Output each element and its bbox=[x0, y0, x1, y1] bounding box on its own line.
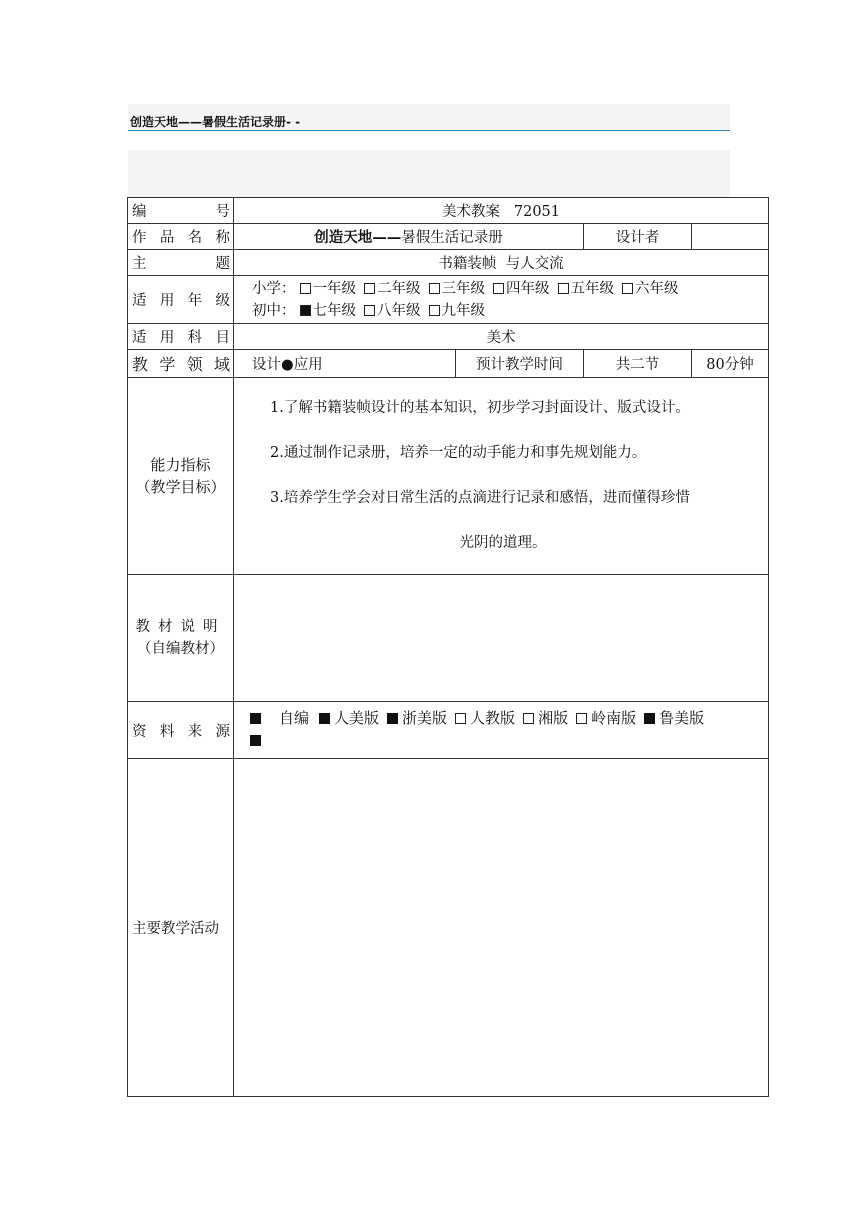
checkbox-unchecked bbox=[364, 305, 375, 316]
option-label: 六年级 bbox=[635, 280, 679, 297]
checkbox-checked bbox=[387, 713, 398, 724]
option-label: 湘版 bbox=[538, 709, 569, 727]
option-item bbox=[385, 709, 447, 727]
option-item bbox=[425, 281, 486, 297]
goal-item-continued: 光阴的道理。 bbox=[459, 535, 547, 551]
row-theme bbox=[128, 250, 769, 276]
option-label: 二年级 bbox=[377, 280, 421, 297]
work-value: 创造天地——暑假生活记录册 bbox=[234, 224, 584, 250]
goal-item: 1.了解书籍装帧设计的基本知识，初步学习封面设计、版式设计。 bbox=[270, 400, 690, 416]
label-source: 资 料 来 源 bbox=[128, 702, 234, 759]
option-label: 一年级 bbox=[312, 280, 356, 297]
subject-value: 美术 bbox=[234, 324, 769, 350]
designer-value bbox=[692, 224, 769, 250]
label-theme: 主 题 bbox=[128, 250, 234, 276]
option-label: 三年级 bbox=[441, 280, 485, 297]
option-item bbox=[296, 281, 357, 297]
option-item bbox=[489, 281, 550, 297]
sessions-value: 共二节 bbox=[584, 350, 692, 378]
domain-value: 设计●应用 bbox=[234, 350, 456, 378]
checkbox-checked bbox=[250, 735, 261, 746]
option-item bbox=[453, 709, 515, 727]
option-item bbox=[360, 281, 421, 297]
row-grade bbox=[128, 276, 769, 324]
grade-options bbox=[234, 276, 769, 324]
checkbox-checked bbox=[300, 305, 311, 316]
goal-item: 2.通过制作记录册，培养一定的动手能力和事先规划能力。 bbox=[270, 445, 647, 461]
checkbox-unchecked bbox=[576, 713, 587, 724]
row-work bbox=[128, 224, 769, 250]
designer-label: 设计者 bbox=[584, 224, 692, 250]
checkbox-unchecked bbox=[300, 283, 311, 294]
option-label: 九年级 bbox=[441, 302, 485, 319]
goal-item: 3.培养学生学会对日常生活的点滴进行记录和感悟，进而懂得珍惜 bbox=[270, 490, 690, 506]
middle-grades: 初中： 七年级 八年级 九年级 bbox=[252, 302, 485, 319]
row-activities bbox=[128, 759, 769, 1097]
option-label: 七年级 bbox=[312, 302, 356, 319]
checkbox-checked bbox=[644, 713, 655, 724]
row-material bbox=[128, 575, 769, 702]
checkbox-unchecked bbox=[523, 713, 534, 724]
theme-value: 书籍装帧 与人交流 bbox=[234, 250, 769, 276]
option-label: 五年级 bbox=[570, 280, 614, 297]
checkbox-checked bbox=[319, 713, 330, 724]
label-material: 教材说明 （自编教材） bbox=[128, 575, 234, 702]
option-label: 岭南版 bbox=[591, 709, 637, 727]
row-goals bbox=[128, 378, 769, 575]
option-label: 四年级 bbox=[506, 280, 550, 297]
lesson-plan-table bbox=[127, 197, 769, 1097]
option-label: 八年级 bbox=[377, 302, 421, 319]
label-activities: 主要教学活动 bbox=[128, 759, 234, 1097]
primary-grades: 小学： 一年级 二年级 三年级 四年级 五年级 六年级 bbox=[252, 280, 679, 297]
checkbox-unchecked bbox=[493, 283, 504, 294]
document-title: 创造天地——暑假生活记录册- - bbox=[130, 115, 301, 129]
option-item bbox=[317, 709, 379, 727]
time-label: 预计教学时间 bbox=[456, 350, 584, 378]
checkbox-unchecked bbox=[455, 713, 466, 724]
checkbox-unchecked bbox=[364, 283, 375, 294]
label-subject: 适 用 科 目 bbox=[128, 324, 234, 350]
checkbox-unchecked bbox=[622, 283, 633, 294]
label-grade: 适 用 年 级 bbox=[128, 276, 234, 324]
row-source bbox=[128, 702, 769, 759]
option-label: 鲁美版 bbox=[659, 709, 705, 727]
goals-list bbox=[234, 378, 769, 575]
checkbox-unchecked bbox=[558, 283, 569, 294]
option-item bbox=[425, 303, 486, 319]
document-header bbox=[128, 104, 730, 131]
activities-value bbox=[234, 759, 769, 1097]
label-domain: 教 学 领 域 bbox=[128, 350, 234, 378]
option-item bbox=[360, 303, 421, 319]
row-number bbox=[128, 198, 769, 224]
label-work: 作 品 名 称 bbox=[128, 224, 234, 250]
minutes-value: 80分钟 bbox=[692, 350, 769, 378]
option-label: 浙美版 bbox=[402, 709, 448, 727]
option-item bbox=[521, 709, 568, 727]
option-item bbox=[642, 709, 704, 727]
option-label: 自编 bbox=[279, 709, 310, 727]
option-item bbox=[618, 281, 679, 297]
number-value: 美术教案 72051 bbox=[234, 198, 769, 224]
checkbox-unchecked bbox=[429, 283, 440, 294]
row-domain bbox=[128, 350, 769, 378]
label-goals: 能力指标 （教学目标） bbox=[128, 378, 234, 575]
checkbox-checked bbox=[250, 713, 261, 724]
option-label: 人教版 bbox=[470, 709, 516, 727]
label-number: 编 号 bbox=[128, 198, 234, 224]
material-value bbox=[234, 575, 769, 702]
option-item bbox=[296, 303, 357, 319]
row-subject bbox=[128, 324, 769, 350]
checkbox-unchecked bbox=[429, 305, 440, 316]
option-item bbox=[574, 709, 636, 727]
option-label: 人美版 bbox=[334, 709, 380, 727]
header-band bbox=[128, 150, 730, 197]
option-item bbox=[554, 281, 615, 297]
source-options bbox=[234, 702, 769, 759]
option-item bbox=[248, 709, 309, 727]
